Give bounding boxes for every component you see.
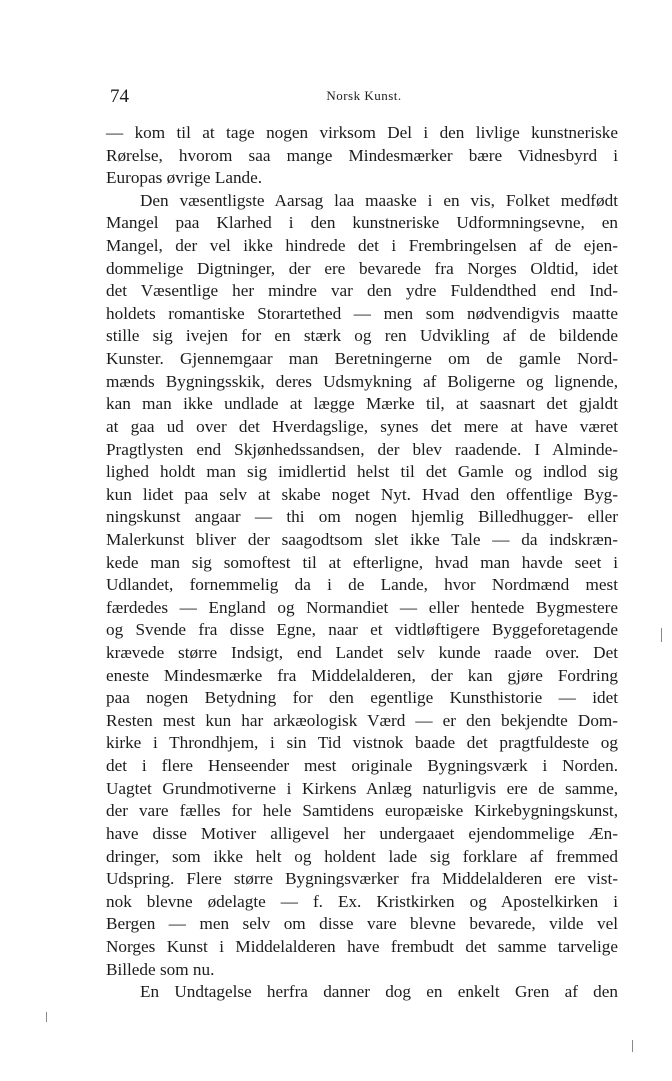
text-line: Pragtlysten end Skjønhedssandsen, der blev raadende. I Alminde- bbox=[106, 439, 618, 459]
text-line: En Undtagelse herfra danner dog en enkelt Gren af den bbox=[140, 982, 618, 1002]
body-text bbox=[106, 122, 618, 1004]
text-line: kun lidet paa selv at skabe noget Nyt. Hvad den offentlige Byg- bbox=[106, 484, 618, 504]
text-line: nok blevne ødelagte — f. Ex. Kristkirken og Apostelkirken i bbox=[106, 891, 618, 911]
text-line: kan man ikke undlade at lægge Mærke til, at saasnart det gjaldt bbox=[106, 394, 618, 414]
text-line: paa nogen Betydning for den egentlige Kunsthistorie — idet bbox=[106, 688, 618, 708]
text-line: dringer, som ikke helt og holdent lade sig forklare af fremmed bbox=[106, 846, 618, 866]
text-line: Rørelse, hvorom saa mange Mindesmærker bære Vidnesbyrd i bbox=[106, 145, 618, 165]
text-line: krævede større Indsigt, end Landet selv kunde raade over. Det bbox=[106, 643, 618, 663]
text-line: det i flere Henseender mest originale Bygningsværk i Norden. bbox=[106, 756, 618, 776]
page-number: 74 bbox=[110, 86, 129, 107]
text-line: det Væsentlige her mindre var den ydre Fuldendthed end Ind- bbox=[106, 281, 618, 301]
text-line: mænds Bygningsskik, deres Udsmykning af Boligerne og lignende, bbox=[106, 371, 618, 391]
text-line: Mangel paa Klarhed i den kunstneriske Udformningsevne, en bbox=[106, 213, 618, 233]
text-line: Europas øvrige Lande. bbox=[106, 168, 263, 188]
text-line: Malerkunst bliver der saagodtsom slet ikke Tale — da indskræn- bbox=[106, 529, 618, 549]
text-line: have disse Motiver alligevel her undergaaet ejendommelige Æn- bbox=[106, 823, 618, 843]
text-line: eneste Mindesmærke fra Middelalderen, der kan gjøre Fordring bbox=[106, 665, 618, 685]
scan-mark bbox=[632, 1040, 633, 1052]
text-line: Norges Kunst i Middelalderen have frembudt det samme tarvelige bbox=[106, 936, 618, 956]
text-line: ningskunst angaar — thi om nogen hjemlig Billedhugger- eller bbox=[106, 507, 618, 527]
text-line: Udspring. Flere større Bygningsværker fra Middelalderen ere vist- bbox=[106, 869, 618, 889]
text-line: Bergen — men selv om disse vare blevne bevarede, vilde vel bbox=[106, 914, 618, 934]
text-line: at gaa ud over det Hverdagslige, synes det mere at have været bbox=[106, 416, 618, 436]
text-line: dommelige Digtninger, der ere bevarede fra Norges Oldtid, idet bbox=[106, 258, 618, 278]
scan-mark bbox=[46, 1012, 47, 1022]
text-line: Kunster. Gjennemgaar man Beretningerne om de gamle Nord- bbox=[106, 349, 618, 369]
text-line: Den væsentligste Aarsag laa maaske i en vis, Folket medfødt bbox=[140, 190, 618, 210]
text-line: kirke i Throndhjem, i sin Tid vistnok baade det pragtfuldeste og bbox=[106, 733, 618, 753]
text-line: lighed holdt man sig imidlertid helst til det Gamle og indlod sig bbox=[106, 462, 618, 482]
text-line: — kom til at tage nogen virksom Del i den livlige kunstneriske bbox=[106, 123, 618, 142]
text-line: og Svende fra disse Egne, naar et vidtløftigere Byggeforetagende bbox=[106, 620, 618, 640]
scan-mark bbox=[661, 628, 662, 642]
text-line: holdets romantiske Storartethed — men som nødvendigvis maatte bbox=[106, 303, 618, 323]
text-line: Billede som nu. bbox=[106, 959, 215, 979]
text-line: Uagtet Grundmotiverne i Kirkens Anlæg naturligvis ere de samme, bbox=[106, 778, 618, 798]
text-line: Mangel, der vel ikke hindrede det i Frembringelsen af de ejen- bbox=[106, 236, 618, 256]
running-title: Norsk Kunst. bbox=[326, 88, 402, 103]
text-line: Udlandet, fornemmelig da i de Lande, hvor Nordmænd mest bbox=[106, 575, 618, 595]
text-line: kede man sig somoftest til at efterligne, hvad man havde seet i bbox=[106, 552, 618, 572]
text-line: stille sig ivejen for en stærk og ren Udvikling af de bildende bbox=[106, 326, 618, 346]
text-line: der vare fælles for hele Samtidens europæiske Kirkebygningskunst, bbox=[106, 801, 618, 821]
text-line: færdedes — England og Normandiet — eller hentede Bygmestere bbox=[106, 597, 618, 617]
text-line: Resten mest kun har arkæologisk Værd — er den bekjendte Dom- bbox=[106, 710, 618, 730]
